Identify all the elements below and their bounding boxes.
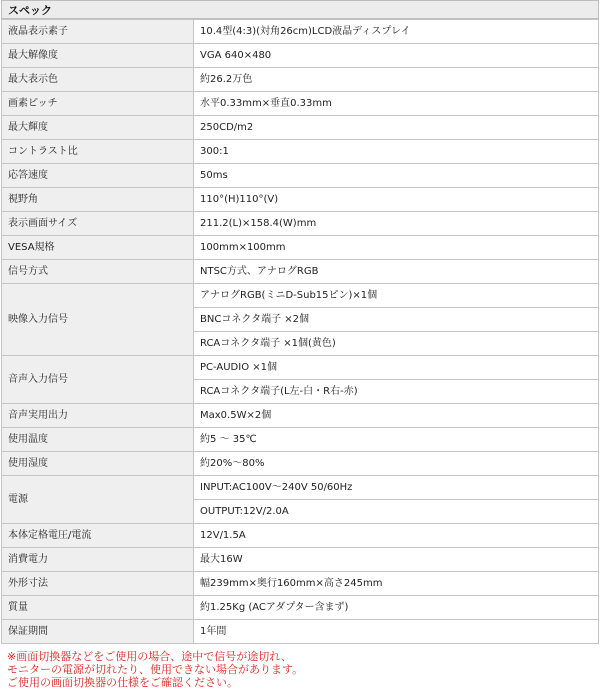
spec-row	[2, 236, 599, 260]
spec-row	[2, 284, 599, 308]
spec-row	[2, 140, 599, 164]
spec-label: 液晶表示素子	[2, 20, 194, 44]
spec-row	[2, 524, 599, 548]
spec-value: 水平0.33mm×垂直0.33mm	[194, 92, 599, 116]
spec-table-body	[2, 20, 599, 644]
spec-label: 保証期間	[2, 620, 194, 644]
spec-value: NTSC方式、アナログRGB	[194, 260, 599, 284]
spec-label: 映像入力信号	[2, 284, 194, 356]
spec-label: 使用湿度	[2, 452, 194, 476]
spec-label: 最大表示色	[2, 68, 194, 92]
spec-value: 211.2(L)×158.4(W)mm	[194, 212, 599, 236]
spec-label: コントラスト比	[2, 140, 194, 164]
spec-value: 12V/1.5A	[194, 524, 599, 548]
spec-label: 使用温度	[2, 428, 194, 452]
spec-label: 音声入力信号	[2, 356, 194, 404]
spec-row	[2, 116, 599, 140]
spec-row	[2, 68, 599, 92]
spec-value: VGA 640×480	[194, 44, 599, 68]
note-line: ご使用の画面切換器の仕様をご確認ください。	[7, 676, 238, 689]
spec-row	[2, 548, 599, 572]
spec-label: 信号方式	[2, 260, 194, 284]
spec-value: 300:1	[194, 140, 599, 164]
spec-value: 10.4型(4:3)(対角26cm)LCD液晶ディスプレイ	[194, 20, 599, 44]
spec-row	[2, 20, 599, 44]
note-line: ※画面切換器などをご使用の場合、途中で信号が途切れ、	[7, 650, 292, 663]
spec-label: 応答速度	[2, 164, 194, 188]
spec-label: 音声実用出力	[2, 404, 194, 428]
spec-row	[2, 572, 599, 596]
spec-label: 本体定格電圧/電流	[2, 524, 194, 548]
spec-label: 消費電力	[2, 548, 194, 572]
spec-label: VESA規格	[2, 236, 194, 260]
spec-row	[2, 428, 599, 452]
spec-value: 幅239mm×奥行160mm×高さ245mm	[194, 572, 599, 596]
spec-value: アナログRGB(ミニD-Sub15ピン)×1個	[194, 284, 599, 308]
spec-row	[2, 164, 599, 188]
spec-row	[2, 596, 599, 620]
spec-label: 最大輝度	[2, 116, 194, 140]
spec-value: 最大16W	[194, 548, 599, 572]
spec-value: 110°(H)110°(V)	[194, 188, 599, 212]
spec-label: 最大解像度	[2, 44, 194, 68]
spec-row	[2, 620, 599, 644]
spec-row	[2, 452, 599, 476]
spec-value: 約5 ～ 35℃	[194, 428, 599, 452]
note-text	[1, 644, 599, 689]
spec-table	[1, 19, 599, 644]
spec-value: 100mm×100mm	[194, 236, 599, 260]
spec-value: 50ms	[194, 164, 599, 188]
spec-value: 1年間	[194, 620, 599, 644]
spec-value: 約26.2万色	[194, 68, 599, 92]
spec-value: 約20%～80%	[194, 452, 599, 476]
spec-value: RCAコネクタ端子(L左-白・R右-赤)	[194, 380, 599, 404]
spec-row	[2, 356, 599, 380]
spec-value: 250CD/m2	[194, 116, 599, 140]
spec-value: BNCコネクタ端子 ×2個	[194, 308, 599, 332]
spec-row	[2, 44, 599, 68]
spec-value: 約1.25Kg (ACアダプター含まず)	[194, 596, 599, 620]
spec-value: INPUT:AC100V～240V 50/60Hz	[194, 476, 599, 500]
spec-label: 電源	[2, 476, 194, 524]
spec-section	[1, 0, 599, 689]
spec-row	[2, 260, 599, 284]
spec-value: PC-AUDIO ×1個	[194, 356, 599, 380]
spec-label: 表示画面サイズ	[2, 212, 194, 236]
spec-row	[2, 212, 599, 236]
section-title: スペック	[1, 0, 599, 19]
spec-row	[2, 404, 599, 428]
note-line: モニターの電源が切れたり、使用できない場合があります。	[7, 663, 304, 676]
spec-label: 質量	[2, 596, 194, 620]
spec-value: Max0.5W×2個	[194, 404, 599, 428]
spec-value: RCAコネクタ端子 ×1個(黄色)	[194, 332, 599, 356]
spec-row	[2, 92, 599, 116]
spec-label: 画素ピッチ	[2, 92, 194, 116]
spec-value: OUTPUT:12V/2.0A	[194, 500, 599, 524]
spec-row	[2, 476, 599, 500]
spec-label: 視野角	[2, 188, 194, 212]
spec-label: 外形寸法	[2, 572, 194, 596]
spec-row	[2, 188, 599, 212]
